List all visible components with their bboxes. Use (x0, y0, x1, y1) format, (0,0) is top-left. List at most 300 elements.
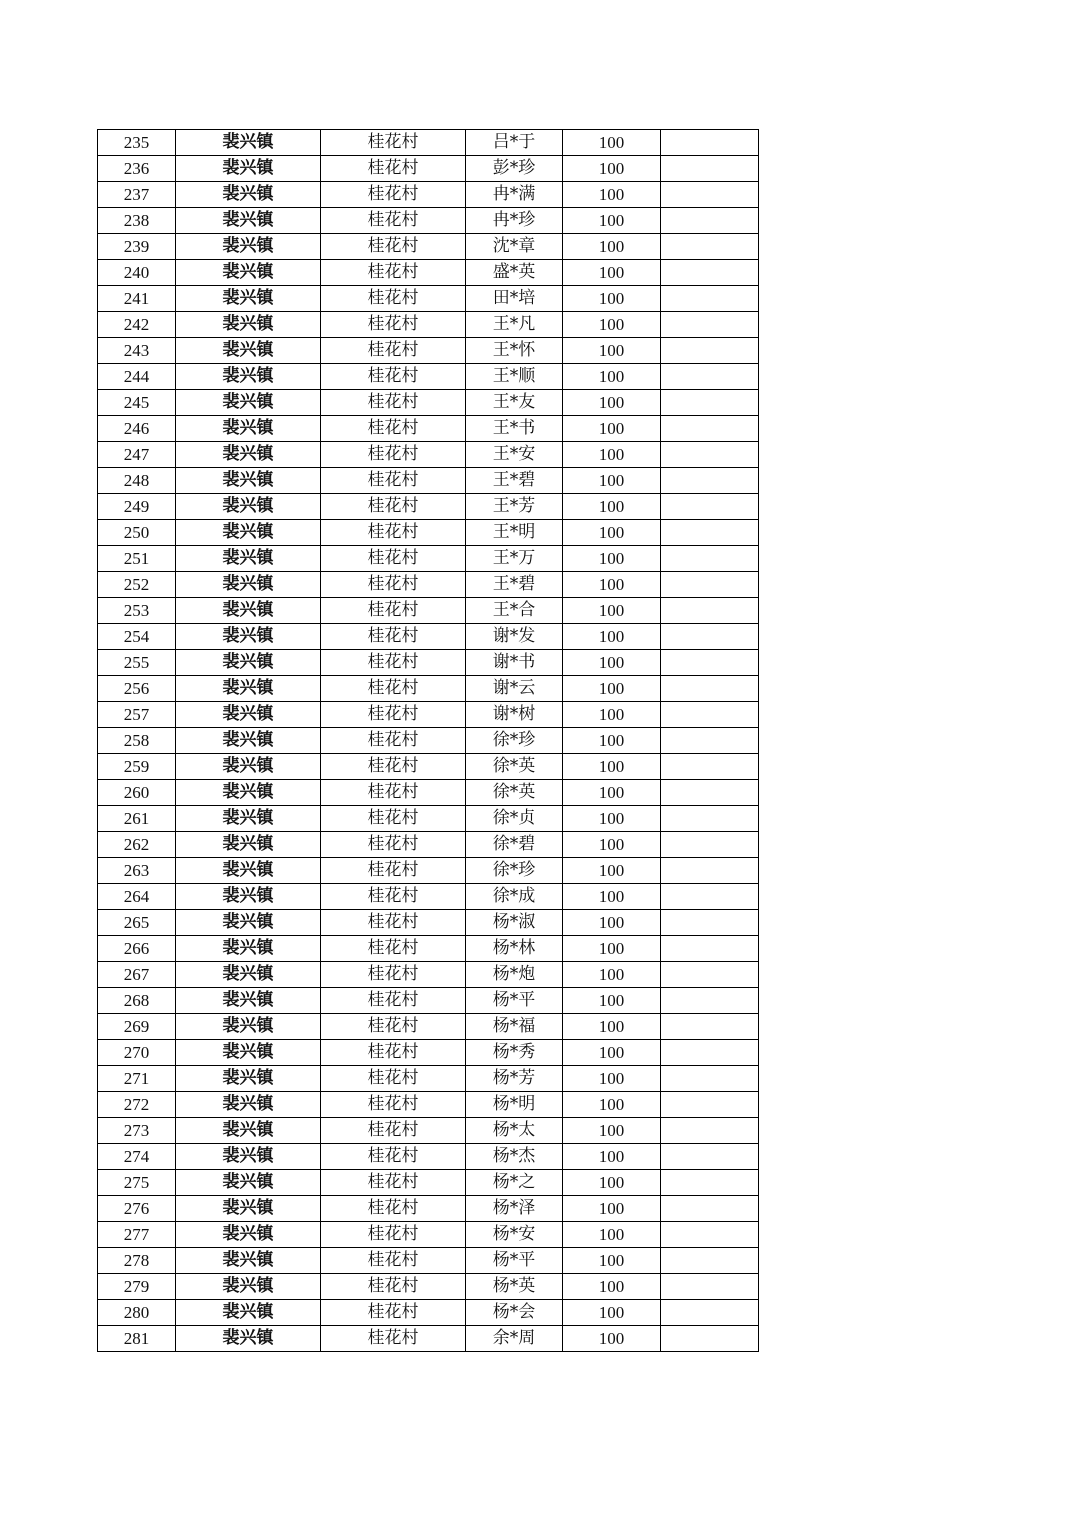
amount-cell: 100 (563, 1222, 661, 1248)
village-cell: 桂花村 (321, 1300, 466, 1326)
town-cell: 裴兴镇 (176, 130, 321, 156)
name-cell: 王*书 (466, 416, 563, 442)
table-row (98, 520, 759, 546)
table-row (98, 1040, 759, 1066)
row-number-cell: 264 (98, 884, 176, 910)
amount-cell: 100 (563, 286, 661, 312)
amount-cell: 100 (563, 962, 661, 988)
name-cell: 杨*平 (466, 1248, 563, 1274)
amount-cell: 100 (563, 208, 661, 234)
name-cell: 杨*杰 (466, 1144, 563, 1170)
name-cell: 王*怀 (466, 338, 563, 364)
row-number-cell: 238 (98, 208, 176, 234)
row-number-cell: 266 (98, 936, 176, 962)
name-cell: 王*凡 (466, 312, 563, 338)
note-cell (661, 702, 759, 728)
note-cell (661, 442, 759, 468)
table-row (98, 780, 759, 806)
name-cell: 杨*泽 (466, 1196, 563, 1222)
village-cell: 桂花村 (321, 598, 466, 624)
table-row (98, 1014, 759, 1040)
row-number-cell: 271 (98, 1066, 176, 1092)
table-row (98, 130, 759, 156)
town-cell: 裴兴镇 (176, 780, 321, 806)
table-row (98, 156, 759, 182)
town-cell: 裴兴镇 (176, 156, 321, 182)
note-cell (661, 858, 759, 884)
name-cell: 谢*树 (466, 702, 563, 728)
town-cell: 裴兴镇 (176, 182, 321, 208)
village-cell: 桂花村 (321, 286, 466, 312)
note-cell (661, 286, 759, 312)
row-number-cell: 253 (98, 598, 176, 624)
table-row (98, 546, 759, 572)
town-cell: 裴兴镇 (176, 728, 321, 754)
village-cell: 桂花村 (321, 624, 466, 650)
name-cell: 杨*芳 (466, 1066, 563, 1092)
name-cell: 杨*安 (466, 1222, 563, 1248)
town-cell: 裴兴镇 (176, 858, 321, 884)
table-row (98, 416, 759, 442)
row-number-cell: 261 (98, 806, 176, 832)
table-row (98, 884, 759, 910)
row-number-cell: 240 (98, 260, 176, 286)
village-cell: 桂花村 (321, 416, 466, 442)
amount-cell: 100 (563, 338, 661, 364)
note-cell (661, 468, 759, 494)
row-number-cell: 268 (98, 988, 176, 1014)
amount-cell: 100 (563, 390, 661, 416)
table-row (98, 702, 759, 728)
note-cell (661, 130, 759, 156)
table-row (98, 1170, 759, 1196)
row-number-cell: 257 (98, 702, 176, 728)
row-number-cell: 259 (98, 754, 176, 780)
table-row (98, 468, 759, 494)
village-cell: 桂花村 (321, 234, 466, 260)
amount-cell: 100 (563, 1274, 661, 1300)
note-cell (661, 312, 759, 338)
town-cell: 裴兴镇 (176, 1118, 321, 1144)
amount-cell: 100 (563, 884, 661, 910)
amount-cell: 100 (563, 1014, 661, 1040)
village-cell: 桂花村 (321, 1248, 466, 1274)
note-cell (661, 364, 759, 390)
table-row (98, 1274, 759, 1300)
name-cell: 杨*英 (466, 1274, 563, 1300)
name-cell: 徐*成 (466, 884, 563, 910)
note-cell (661, 1274, 759, 1300)
amount-cell: 100 (563, 520, 661, 546)
amount-cell: 100 (563, 1248, 661, 1274)
amount-cell: 100 (563, 910, 661, 936)
row-number-cell: 244 (98, 364, 176, 390)
table-row (98, 1092, 759, 1118)
town-cell: 裴兴镇 (176, 1144, 321, 1170)
name-cell: 王*万 (466, 546, 563, 572)
note-cell (661, 988, 759, 1014)
town-cell: 裴兴镇 (176, 598, 321, 624)
row-number-cell: 252 (98, 572, 176, 598)
name-cell: 沈*章 (466, 234, 563, 260)
table-row (98, 1144, 759, 1170)
note-cell (661, 936, 759, 962)
amount-cell: 100 (563, 936, 661, 962)
name-cell: 杨*明 (466, 1092, 563, 1118)
note-cell (661, 1196, 759, 1222)
table-row (98, 936, 759, 962)
amount-cell: 100 (563, 676, 661, 702)
amount-cell: 100 (563, 1196, 661, 1222)
amount-cell: 100 (563, 494, 661, 520)
town-cell: 裴兴镇 (176, 338, 321, 364)
note-cell (661, 520, 759, 546)
name-cell: 王*芳 (466, 494, 563, 520)
name-cell: 徐*碧 (466, 832, 563, 858)
note-cell (661, 1066, 759, 1092)
name-cell: 谢*云 (466, 676, 563, 702)
row-number-cell: 258 (98, 728, 176, 754)
row-number-cell: 262 (98, 832, 176, 858)
note-cell (661, 546, 759, 572)
table-row (98, 260, 759, 286)
row-number-cell: 277 (98, 1222, 176, 1248)
name-cell: 杨*林 (466, 936, 563, 962)
row-number-cell: 276 (98, 1196, 176, 1222)
amount-cell: 100 (563, 624, 661, 650)
village-cell: 桂花村 (321, 182, 466, 208)
village-cell: 桂花村 (321, 1170, 466, 1196)
town-cell: 裴兴镇 (176, 520, 321, 546)
town-cell: 裴兴镇 (176, 936, 321, 962)
amount-cell: 100 (563, 468, 661, 494)
amount-cell: 100 (563, 572, 661, 598)
village-cell: 桂花村 (321, 1014, 466, 1040)
town-cell: 裴兴镇 (176, 1066, 321, 1092)
row-number-cell: 265 (98, 910, 176, 936)
name-cell: 徐*珍 (466, 728, 563, 754)
amount-cell: 100 (563, 1144, 661, 1170)
village-cell: 桂花村 (321, 312, 466, 338)
village-cell: 桂花村 (321, 1040, 466, 1066)
name-cell: 盛*英 (466, 260, 563, 286)
name-cell: 余*周 (466, 1326, 563, 1352)
row-number-cell: 267 (98, 962, 176, 988)
row-number-cell: 245 (98, 390, 176, 416)
row-number-cell: 242 (98, 312, 176, 338)
table-row (98, 806, 759, 832)
row-number-cell: 250 (98, 520, 176, 546)
amount-cell: 100 (563, 1170, 661, 1196)
name-cell: 谢*书 (466, 650, 563, 676)
village-cell: 桂花村 (321, 728, 466, 754)
amount-cell: 100 (563, 858, 661, 884)
note-cell (661, 650, 759, 676)
note-cell (661, 884, 759, 910)
row-number-cell: 256 (98, 676, 176, 702)
town-cell: 裴兴镇 (176, 1014, 321, 1040)
town-cell: 裴兴镇 (176, 1222, 321, 1248)
note-cell (661, 572, 759, 598)
village-cell: 桂花村 (321, 884, 466, 910)
row-number-cell: 281 (98, 1326, 176, 1352)
table-row (98, 1248, 759, 1274)
town-cell: 裴兴镇 (176, 832, 321, 858)
row-number-cell: 254 (98, 624, 176, 650)
amount-cell: 100 (563, 260, 661, 286)
row-number-cell: 237 (98, 182, 176, 208)
village-cell: 桂花村 (321, 650, 466, 676)
town-cell: 裴兴镇 (176, 962, 321, 988)
name-cell: 吕*于 (466, 130, 563, 156)
row-number-cell: 239 (98, 234, 176, 260)
name-cell: 彭*珍 (466, 156, 563, 182)
amount-cell: 100 (563, 650, 661, 676)
town-cell: 裴兴镇 (176, 884, 321, 910)
village-cell: 桂花村 (321, 962, 466, 988)
town-cell: 裴兴镇 (176, 312, 321, 338)
village-cell: 桂花村 (321, 156, 466, 182)
amount-cell: 100 (563, 130, 661, 156)
amount-cell: 100 (563, 780, 661, 806)
name-cell: 徐*英 (466, 754, 563, 780)
town-cell: 裴兴镇 (176, 260, 321, 286)
town-cell: 裴兴镇 (176, 806, 321, 832)
town-cell: 裴兴镇 (176, 494, 321, 520)
note-cell (661, 1092, 759, 1118)
note-cell (661, 1248, 759, 1274)
town-cell: 裴兴镇 (176, 910, 321, 936)
amount-cell: 100 (563, 728, 661, 754)
town-cell: 裴兴镇 (176, 1300, 321, 1326)
table-row (98, 1300, 759, 1326)
town-cell: 裴兴镇 (176, 1248, 321, 1274)
table-row (98, 182, 759, 208)
note-cell (661, 780, 759, 806)
amount-cell: 100 (563, 702, 661, 728)
amount-cell: 100 (563, 546, 661, 572)
amount-cell: 100 (563, 416, 661, 442)
amount-cell: 100 (563, 1326, 661, 1352)
table-body (98, 130, 759, 1352)
name-cell: 徐*英 (466, 780, 563, 806)
table-row (98, 1118, 759, 1144)
name-cell: 王*友 (466, 390, 563, 416)
table-row (98, 754, 759, 780)
town-cell: 裴兴镇 (176, 286, 321, 312)
note-cell (661, 1118, 759, 1144)
table-row (98, 832, 759, 858)
town-cell: 裴兴镇 (176, 208, 321, 234)
village-cell: 桂花村 (321, 208, 466, 234)
town-cell: 裴兴镇 (176, 390, 321, 416)
row-number-cell: 275 (98, 1170, 176, 1196)
name-cell: 王*顺 (466, 364, 563, 390)
village-cell: 桂花村 (321, 442, 466, 468)
note-cell (661, 1040, 759, 1066)
table-row (98, 494, 759, 520)
table-row (98, 442, 759, 468)
row-number-cell: 263 (98, 858, 176, 884)
note-cell (661, 1326, 759, 1352)
note-cell (661, 624, 759, 650)
note-cell (661, 728, 759, 754)
village-cell: 桂花村 (321, 468, 466, 494)
note-cell (661, 598, 759, 624)
village-cell: 桂花村 (321, 1066, 466, 1092)
note-cell (661, 962, 759, 988)
village-cell: 桂花村 (321, 494, 466, 520)
row-number-cell: 235 (98, 130, 176, 156)
table-row (98, 988, 759, 1014)
village-cell: 桂花村 (321, 546, 466, 572)
name-cell: 王*碧 (466, 572, 563, 598)
note-cell (661, 1222, 759, 1248)
row-number-cell: 236 (98, 156, 176, 182)
town-cell: 裴兴镇 (176, 1040, 321, 1066)
row-number-cell: 272 (98, 1092, 176, 1118)
table-row (98, 286, 759, 312)
village-cell: 桂花村 (321, 806, 466, 832)
amount-cell: 100 (563, 442, 661, 468)
row-number-cell: 273 (98, 1118, 176, 1144)
note-cell (661, 260, 759, 286)
table-row (98, 338, 759, 364)
row-number-cell: 274 (98, 1144, 176, 1170)
row-number-cell: 248 (98, 468, 176, 494)
table-row (98, 910, 759, 936)
village-cell: 桂花村 (321, 780, 466, 806)
note-cell (661, 1170, 759, 1196)
town-cell: 裴兴镇 (176, 1196, 321, 1222)
village-cell: 桂花村 (321, 1274, 466, 1300)
note-cell (661, 1014, 759, 1040)
amount-cell: 100 (563, 234, 661, 260)
town-cell: 裴兴镇 (176, 1326, 321, 1352)
village-cell: 桂花村 (321, 1144, 466, 1170)
village-cell: 桂花村 (321, 338, 466, 364)
name-cell: 杨*平 (466, 988, 563, 1014)
note-cell (661, 416, 759, 442)
town-cell: 裴兴镇 (176, 234, 321, 260)
note-cell (661, 234, 759, 260)
note-cell (661, 338, 759, 364)
table-row (98, 390, 759, 416)
village-cell: 桂花村 (321, 936, 466, 962)
town-cell: 裴兴镇 (176, 650, 321, 676)
village-cell: 桂花村 (321, 988, 466, 1014)
row-number-cell: 278 (98, 1248, 176, 1274)
town-cell: 裴兴镇 (176, 754, 321, 780)
village-cell: 桂花村 (321, 572, 466, 598)
village-cell: 桂花村 (321, 130, 466, 156)
name-cell: 王*明 (466, 520, 563, 546)
town-cell: 裴兴镇 (176, 416, 321, 442)
row-number-cell: 279 (98, 1274, 176, 1300)
note-cell (661, 208, 759, 234)
town-cell: 裴兴镇 (176, 624, 321, 650)
village-cell: 桂花村 (321, 858, 466, 884)
note-cell (661, 182, 759, 208)
town-cell: 裴兴镇 (176, 1274, 321, 1300)
name-cell: 杨*之 (466, 1170, 563, 1196)
village-cell: 桂花村 (321, 1196, 466, 1222)
name-cell: 谢*发 (466, 624, 563, 650)
village-cell: 桂花村 (321, 520, 466, 546)
village-cell: 桂花村 (321, 390, 466, 416)
table-row (98, 676, 759, 702)
row-number-cell: 260 (98, 780, 176, 806)
note-cell (661, 754, 759, 780)
row-number-cell: 280 (98, 1300, 176, 1326)
note-cell (661, 1144, 759, 1170)
town-cell: 裴兴镇 (176, 1170, 321, 1196)
note-cell (661, 806, 759, 832)
village-cell: 桂花村 (321, 754, 466, 780)
name-cell: 杨*太 (466, 1118, 563, 1144)
town-cell: 裴兴镇 (176, 364, 321, 390)
town-cell: 裴兴镇 (176, 702, 321, 728)
amount-cell: 100 (563, 1066, 661, 1092)
table-row (98, 364, 759, 390)
name-cell: 冉*珍 (466, 208, 563, 234)
amount-cell: 100 (563, 1118, 661, 1144)
amount-cell: 100 (563, 754, 661, 780)
village-cell: 桂花村 (321, 1222, 466, 1248)
table-row (98, 858, 759, 884)
row-number-cell: 246 (98, 416, 176, 442)
name-cell: 徐*贞 (466, 806, 563, 832)
row-number-cell: 249 (98, 494, 176, 520)
note-cell (661, 832, 759, 858)
village-cell: 桂花村 (321, 676, 466, 702)
table-row (98, 650, 759, 676)
row-number-cell: 269 (98, 1014, 176, 1040)
note-cell (661, 494, 759, 520)
row-number-cell: 255 (98, 650, 176, 676)
name-cell: 王*碧 (466, 468, 563, 494)
amount-cell: 100 (563, 156, 661, 182)
village-cell: 桂花村 (321, 1092, 466, 1118)
village-cell: 桂花村 (321, 910, 466, 936)
table-row (98, 234, 759, 260)
amount-cell: 100 (563, 832, 661, 858)
amount-cell: 100 (563, 364, 661, 390)
amount-cell: 100 (563, 1092, 661, 1118)
note-cell (661, 910, 759, 936)
amount-cell: 100 (563, 1300, 661, 1326)
name-cell: 田*培 (466, 286, 563, 312)
table-row (98, 624, 759, 650)
name-cell: 冉*满 (466, 182, 563, 208)
note-cell (661, 156, 759, 182)
town-cell: 裴兴镇 (176, 676, 321, 702)
town-cell: 裴兴镇 (176, 572, 321, 598)
table-row (98, 962, 759, 988)
row-number-cell: 251 (98, 546, 176, 572)
note-cell (661, 390, 759, 416)
row-number-cell: 241 (98, 286, 176, 312)
name-cell: 杨*秀 (466, 1040, 563, 1066)
table-row (98, 1066, 759, 1092)
name-cell: 杨*福 (466, 1014, 563, 1040)
name-cell: 王*合 (466, 598, 563, 624)
town-cell: 裴兴镇 (176, 546, 321, 572)
amount-cell: 100 (563, 182, 661, 208)
amount-cell: 100 (563, 598, 661, 624)
amount-cell: 100 (563, 312, 661, 338)
row-number-cell: 270 (98, 1040, 176, 1066)
